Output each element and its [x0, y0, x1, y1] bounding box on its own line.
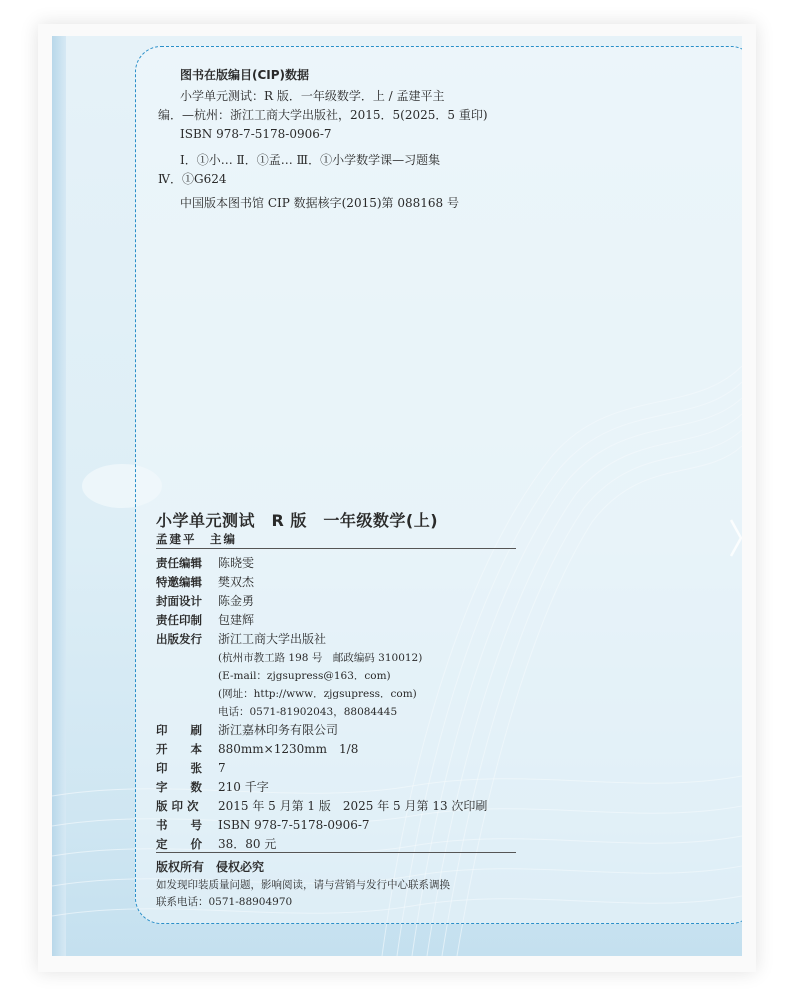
cip-line-1: 小学单元测试：R 版．一年级数学．上 / 孟建平主 — [180, 89, 445, 103]
divider — [156, 548, 516, 549]
quality-notice: 如发现印装质量问题，影响阅读，请与营销与发行中心联系调换 — [156, 879, 450, 891]
contact-phone: 联系电话：0571-88904970 — [156, 896, 293, 908]
credit-value: 包建辉 — [218, 613, 255, 627]
publisher-website: (网址：http://www．zjgsupress．com) — [218, 688, 417, 700]
spec-value: 7 — [218, 761, 226, 775]
divider — [156, 852, 516, 853]
spec-value: 38．80 元 — [218, 837, 277, 851]
chief-editor: 孟建平 主编 — [156, 532, 237, 546]
credit-label: 特邀编辑 — [156, 575, 202, 589]
cip-line-4: Ⅰ．①小… Ⅱ．①孟… Ⅲ．①小学数学课—习题集 — [180, 153, 441, 167]
spec-label: 字 数 — [156, 780, 202, 794]
spec-value: 2015 年 5 月第 1 版 2025 年 5 月第 13 次印刷 — [218, 799, 488, 813]
spec-label: 开 本 — [156, 742, 202, 756]
copyright-notice: 版权所有 侵权必究 — [156, 860, 265, 874]
spec-label: 印 张 — [156, 761, 202, 775]
credit-label: 责任编辑 — [156, 556, 202, 570]
chevron-right-icon[interactable] — [728, 516, 744, 560]
publisher-name: 浙江工商大学出版社 — [218, 632, 327, 646]
book-title: 小学单元测试 R 版 一年级数学(上) — [156, 511, 439, 530]
publisher-email: (E-mail：zjgsupress@163．com) — [218, 670, 391, 682]
spec-label: 印 刷 — [156, 723, 202, 737]
publisher-phone: 电话：0571-81902043，88084445 — [218, 706, 398, 718]
credit-value: 樊双杰 — [218, 575, 255, 589]
cip-title: 图书在版编目(CIP)数据 — [180, 68, 310, 82]
spec-label: 版 印 次 — [156, 799, 199, 813]
cip-line-5: Ⅳ．①G624 — [158, 172, 227, 186]
spec-label: 书 号 — [156, 818, 202, 832]
credit-label: 责任印制 — [156, 613, 202, 627]
cip-line-2: 编．—杭州：浙江工商大学出版社，2015．5(2025．5 重印) — [158, 108, 488, 122]
publisher-address: (杭州市教工路 198 号 邮政编码 310012) — [218, 652, 423, 664]
spec-value: 880mm×1230mm 1/8 — [218, 742, 359, 756]
cip-line-6: 中国版本图书馆 CIP 数据核字(2015)第 088168 号 — [180, 196, 459, 210]
credit-value: 陈晓雯 — [218, 556, 255, 570]
cip-line-3: ISBN 978-7-5178-0906-7 — [180, 127, 332, 141]
credit-value: 陈金勇 — [218, 594, 255, 608]
spec-label: 定 价 — [156, 837, 202, 851]
credit-label: 出版发行 — [156, 632, 202, 646]
spec-value: 浙江嘉林印务有限公司 — [218, 723, 339, 737]
spec-value: ISBN 978-7-5178-0906-7 — [218, 818, 370, 832]
spec-value: 210 千字 — [218, 780, 269, 794]
credit-label: 封面设计 — [156, 594, 202, 608]
